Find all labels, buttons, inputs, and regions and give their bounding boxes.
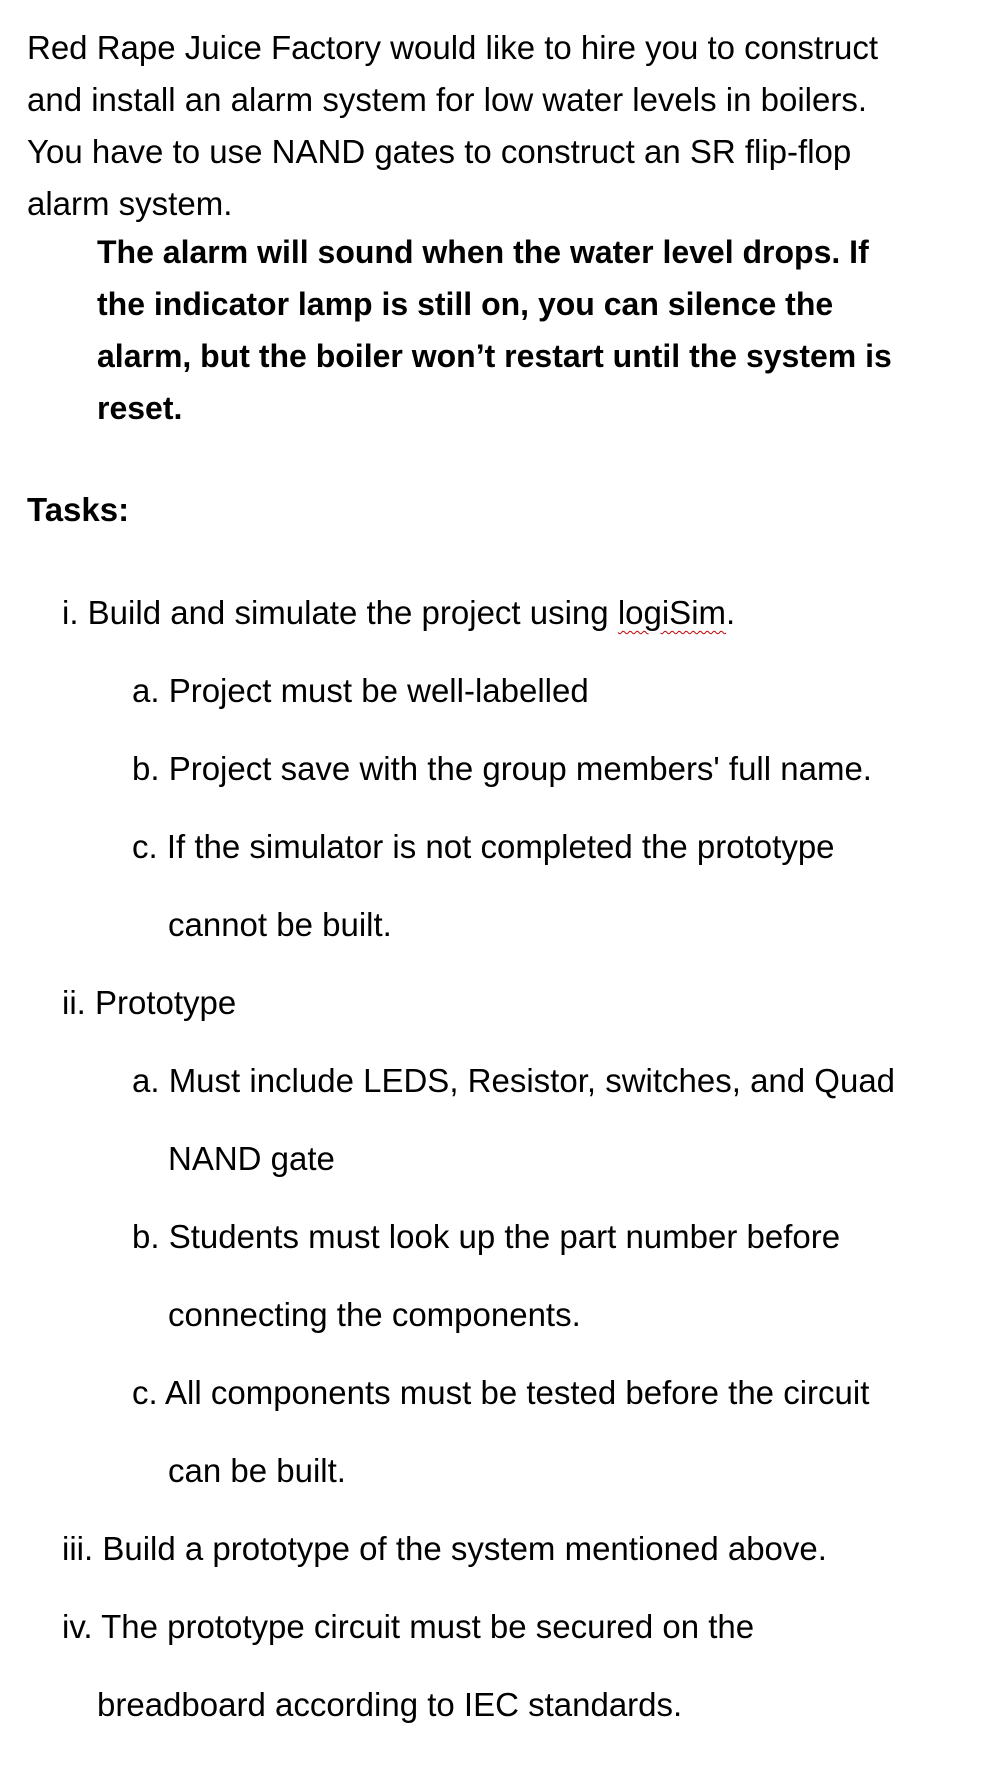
task-2-sub-b-line-2: connecting the components.: [168, 1296, 581, 1333]
task-1-suffix: .: [726, 594, 736, 631]
intro-line-3: You have to use NAND gates to construct an SR flip-flop: [27, 133, 852, 170]
intro-line-1: Red Rape Juice Factory would like to hire you to construct: [27, 29, 879, 66]
task-2-title: ii. Prototype: [62, 984, 237, 1021]
intro-line-4: alarm system.: [27, 185, 233, 222]
task-3: iii. Build a prototype of the system mentioned above.: [62, 1530, 827, 1567]
task-4-line-2: breadboard according to IEC standards.: [97, 1686, 683, 1723]
task-1-sub-c-line-1: c. If the simulator is not completed the prototype: [132, 828, 835, 865]
alarm-line-4: reset.: [97, 390, 183, 426]
alarm-line-2: the indicator lamp is still on, you can silence the: [97, 286, 834, 322]
task-1-sub-a: a. Project must be well-labelled: [132, 672, 589, 709]
task-2-sub-a-line-2: NAND gate: [168, 1140, 335, 1177]
alarm-description: [97, 226, 977, 434]
task-2-sub-c-line-1: c. All components must be tested before the circuit: [132, 1374, 870, 1411]
task-1-sub-b: b. Project save with the group members' full name.: [132, 750, 872, 787]
task-2-sub-a-line-1: a. Must include LEDS, Resistor, switches, and Quad: [132, 1062, 896, 1099]
task-1-prefix: i. Build and simulate the project using: [62, 594, 618, 631]
task-2-sub-b-line-1: b. Students must look up the part number before: [132, 1218, 841, 1255]
tasks-heading: Tasks:: [27, 491, 130, 528]
alarm-line-1: The alarm will sound when the water level drops. If: [97, 234, 869, 270]
intro-line-2: and install an alarm system for low water levels in boilers.: [27, 81, 868, 118]
intro-paragraph: [27, 22, 967, 230]
task-4-line-1: iv. The prototype circuit must be secured on the: [62, 1608, 755, 1645]
task-1: [62, 587, 735, 639]
task-1-sub-c-line-2: cannot be built.: [168, 906, 392, 943]
task-1-keyword: logiSim: [617, 594, 727, 631]
alarm-line-3: alarm, but the boiler won’t restart until the system is: [97, 338, 892, 374]
task-2-sub-c-line-2: can be built.: [168, 1452, 346, 1489]
